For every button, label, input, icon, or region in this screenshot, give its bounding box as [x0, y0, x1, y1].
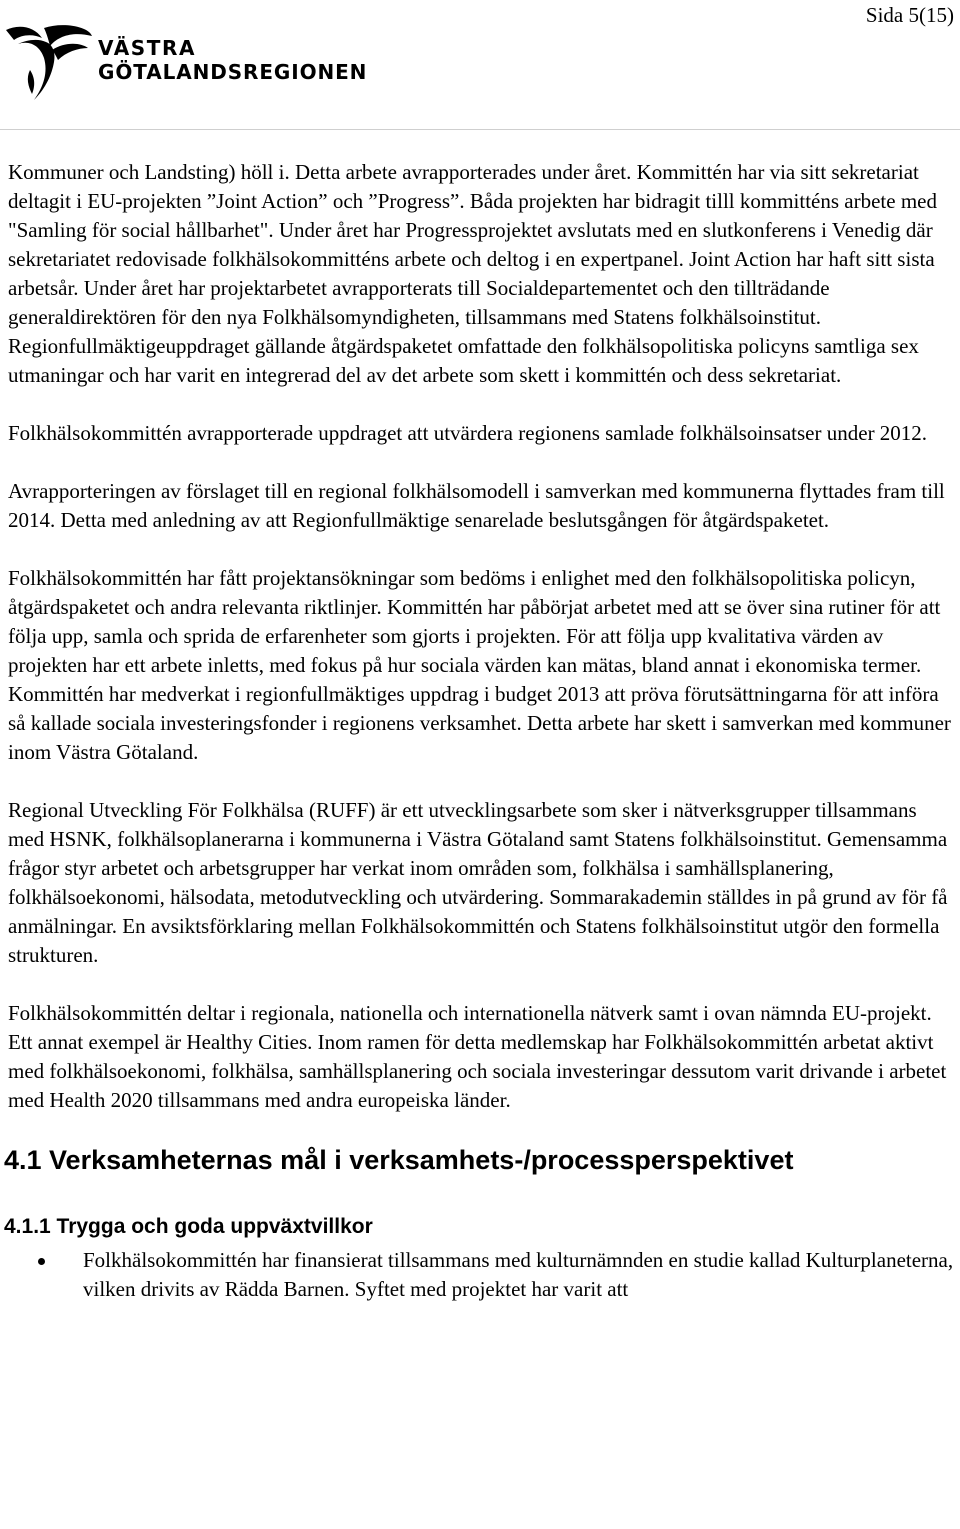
list-item	[8, 1246, 956, 1304]
organization-logo	[4, 24, 384, 104]
page-number: Sida 5(15)	[865, 3, 954, 27]
paragraph: Folkhälsokommittén avrapporterade uppdraget att utvärdera regionens samlade folkhälsoinsatser under 2012.	[8, 421, 928, 445]
paragraph: Folkhälsokommittén har fått projektansökningar som bedöms i enlighet med den folkhälsopolitiska policyn, åtgärdspaketet och andra relevanta riktlinjer. Kommittén har påbörjat arbetet med att se över sina rutiner för att följa upp, samla och sprida de erfarenheter som gjorts i projekten. För att följa upp kvalitativa värden av projekten har ett arbete inletts, med fokus på hur sociala värden kan mätas, bland annat i ekonomiska termer. Kommittén har medverkat i regionfullmäktiges uppdrag i budget 2013 att pröva förutsättningarna för att införa så kallade sociala investeringsfonder i regionens verksamhet. Detta arbete har skett i samverkan med kommuner inom Västra Götaland.	[8, 566, 951, 764]
logo-text	[98, 36, 367, 84]
logo-swoosh-icon	[4, 24, 94, 104]
section-heading: 4.1 Verksamheternas mål i verksamhets-/processperspektivet	[4, 1145, 794, 1175]
paragraph: Regional Utveckling För Folkhälsa (RUFF) är ett utvecklingsarbete som sker i nätverksgrupper tillsammans med HSNK, folkhälsoplanerarna i kommunerna i Västra Götaland samt Statens folkhälsoinstitut. Gemensamma frågor styr arbetet och arbetsgrupper har verkat inom områden som, folkhälsa i samhällsplanering, folkhälsoekonomi, hälsodata, metodutveckling och utvärdering. Sommarakademin ställdes in på grund av för få anmälningar. En avsiktsförklaring mellan Folkhälsokommittén och Statens folkhälsoinstitut utgör den formella strukturen.	[8, 798, 948, 967]
paragraph: Kommuner och Landsting) höll i. Detta arbete avrapporterades under året. Kommittén har via sitt sekretariat deltagit i EU-projekten ”Joint Action” och ”Progress”. Båda projekten har bidragit tilll kommitténs arbete med "Samling för social hållbarhet". Under året har Progressprojektet avslutats med en slutkonferens i Venedig där sekretariatet redovisade folkhälsokommitténs arbete och deltog i en expertpanel. Joint Action har haft sitt sista arbetsår. Under året har projektarbetet avrapporterats till Socialdepartementet och den tillträdande generaldirektören för den nya Folkhälsomyndigheten, tillsammans med Statens folkhälsoinstitut. Regionfullmäktigeuppdraget gällande åtgärdspaketet omfattade den folkhälsopolitiska policyns samtliga sex utmaningar och har varit en integrerad del av det arbete som skett i kommittén och dess sekretariat.	[8, 160, 937, 387]
bullet-list	[8, 1246, 956, 1304]
paragraph: Avrapporteringen av förslaget till en regional folkhälsomodell i samverkan med kommunerna flyttades fram till 2014. Detta med anledning av att Regionfullmäktige senarelade beslutsgången för åtgärdspaketet.	[8, 479, 945, 532]
logo-line-1: VÄSTRA	[98, 36, 197, 60]
paragraph: Folkhälsokommittén deltar i regionala, nationella och internationella nätverk samt i ovan nämnda EU-projekt. Ett annat exempel är Healthy Cities. Inom ramen för detta medlemskap har Folkhälsokommittén arbetat aktivt med folkhälsoekonomi, folkhälsa, samhällsplanering och sociala investeringar dessutom varit drivande i arbetet med Health 2020 tillsammans med andra europeiska länder.	[8, 1001, 947, 1112]
header-divider	[0, 129, 960, 130]
subsection-heading: 4.1.1 Trygga och goda uppväxtvillkor	[4, 1215, 373, 1238]
document-body	[4, 158, 956, 1304]
logo-line-2: GÖTALANDSREGIONEN	[98, 60, 368, 84]
list-item-text: Folkhälsokommittén har finansierat tillsammans med kulturnämnden en studie kallad Kulturplaneterna, vilken drivits av Rädda Barnen. Syftet med projektet har varit att	[83, 1248, 954, 1301]
bullet-icon	[38, 1258, 45, 1265]
